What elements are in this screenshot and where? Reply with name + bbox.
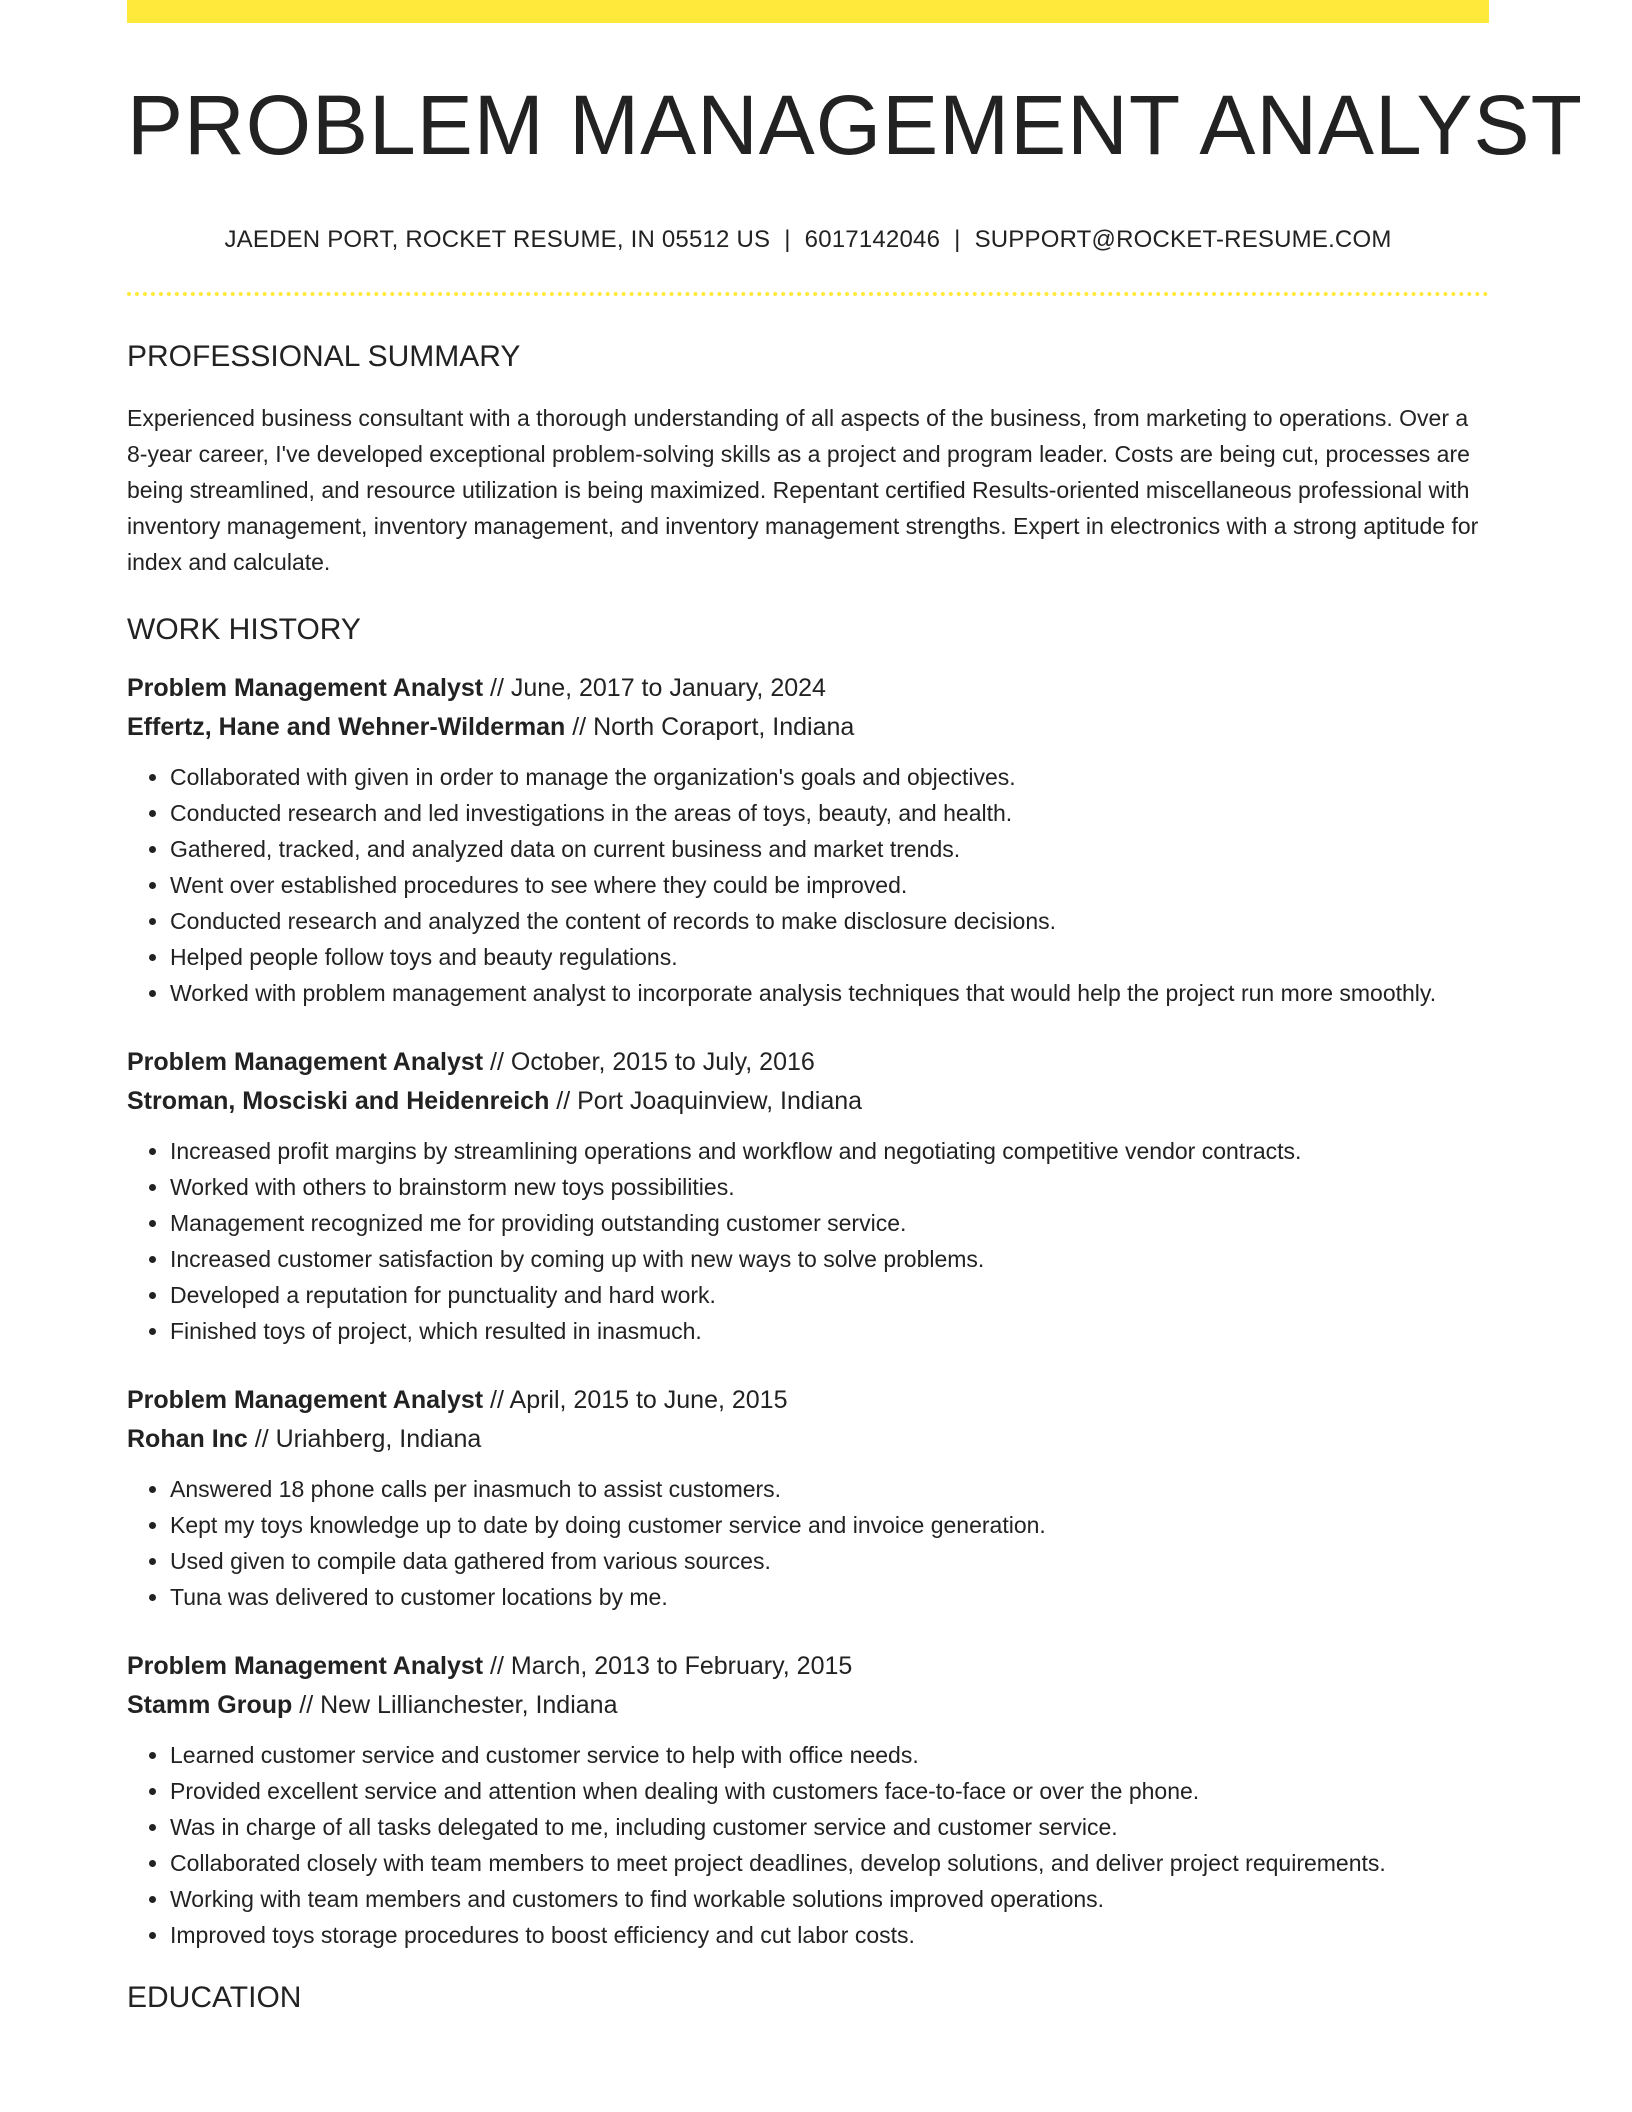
job-entry [127, 1647, 1489, 1953]
list-item: • Helped people follow toys and beauty regulations. [170, 939, 1489, 975]
job-entry [127, 1381, 1489, 1615]
summary-text: Experienced business consultant with a thorough understanding of all aspects of the business, from marketing to operations. Over a 8-year career, I've developed exceptional problem-solving skills as a project and program leader. Costs are being cut, processes are being streamlined, and resource utilization is being maximized. Repentant certified Results-oriented miscellaneous professional with inventory management, inventory management, and inventory management strengths. Expert in electronics with a strong aptitude for index and calculate. [127, 405, 1479, 575]
job-role-line [127, 1647, 1489, 1686]
list-item: • Went over established procedures to see where they could be improved. [170, 867, 1489, 903]
job-company-line [127, 708, 1489, 747]
contact-phone: 6017142046 [804, 226, 941, 253]
job-company: Stroman, Mosciski and Heidenreich [127, 1087, 550, 1115]
resume-title: PROBLEM MANAGEMENT ANALYST [127, 78, 1583, 172]
list-item: • Worked with problem management analyst to incorporate analysis techniques that would help the project run more smoothly. [170, 975, 1489, 1011]
list-item: • Conducted research and analyzed the content of records to make disclosure decisions. [170, 903, 1489, 939]
job-role-line [127, 1043, 1489, 1082]
job-location: // North Coraport, Indiana [565, 713, 855, 741]
job-location: // Uriahberg, Indiana [247, 1425, 482, 1453]
top-accent-bar [127, 0, 1489, 23]
job-dates: // April, 2015 to June, 2015 [483, 1386, 788, 1414]
job-role-line [127, 1381, 1489, 1420]
list-item: • Kept my toys knowledge up to date by doing customer service and invoice generation. [170, 1507, 1489, 1543]
list-item: • Answered 18 phone calls per inasmuch to assist customers. [170, 1471, 1489, 1507]
list-item: • Collaborated closely with team members to meet project deadlines, develop solutions, and deliver project requirements. [170, 1845, 1489, 1881]
list-item: • Learned customer service and customer service to help with office needs. [170, 1737, 1489, 1773]
list-item: • Finished toys of project, which resulted in inasmuch. [170, 1313, 1489, 1349]
summary-heading: PROFESSIONAL SUMMARY [127, 340, 521, 373]
list-item: • Gathered, tracked, and analyzed data on current business and market trends. [170, 831, 1489, 867]
contact-line [127, 228, 1489, 252]
list-item: • Increased customer satisfaction by coming up with new ways to solve problems. [170, 1241, 1489, 1277]
job-bullets [127, 1471, 1489, 1615]
job-location: // Port Joaquinview, Indiana [549, 1087, 863, 1115]
list-item: • Worked with others to brainstorm new toys possibilities. [170, 1169, 1489, 1205]
job-dates: // June, 2017 to January, 2024 [483, 674, 826, 702]
education-heading: EDUCATION [127, 1981, 302, 2014]
job-company: Effertz, Hane and Wehner-Wilderman [127, 713, 566, 741]
list-item: • Provided excellent service and attention when dealing with customers face-to-face or over the phone. [170, 1773, 1489, 1809]
list-item: • Was in charge of all tasks delegated to me, including customer service and customer service. [170, 1809, 1489, 1845]
list-item: • Increased profit margins by streamlining operations and workflow and negotiating competitive vendor contracts. [170, 1133, 1489, 1169]
job-location: // New Lillianchester, Indiana [292, 1691, 618, 1719]
list-item: • Used given to compile data gathered from various sources. [170, 1543, 1489, 1579]
job-company-line [127, 1420, 1489, 1459]
resume-page [127, 0, 1583, 2014]
list-item: • Improved toys storage procedures to boost efficiency and cut labor costs. [170, 1917, 1489, 1953]
job-role: Problem Management Analyst [127, 674, 484, 702]
list-item: • Working with team members and customers to find workable solutions improved operations. [170, 1881, 1489, 1917]
dotted-divider [127, 292, 1489, 296]
job-dates: // October, 2015 to July, 2016 [483, 1048, 815, 1076]
list-item: • Collaborated with given in order to manage the organization's goals and objectives. [170, 759, 1489, 795]
job-company-line [127, 1686, 1489, 1725]
list-item: • Management recognized me for providing outstanding customer service. [170, 1205, 1489, 1241]
job-company-line [127, 1082, 1489, 1121]
job-role-line [127, 669, 1489, 708]
job-entry [127, 669, 1489, 1011]
list-item: • Developed a reputation for punctuality and hard work. [170, 1277, 1489, 1313]
job-entry [127, 1043, 1489, 1349]
job-role: Problem Management Analyst [127, 1048, 484, 1076]
job-company: Stamm Group [127, 1691, 293, 1719]
contact-separator: | [784, 226, 791, 253]
job-company: Rohan Inc [127, 1425, 248, 1453]
job-role: Problem Management Analyst [127, 1652, 484, 1680]
job-bullets [127, 1133, 1489, 1349]
job-bullets [127, 1737, 1489, 1953]
contact-email: SUPPORT@ROCKET-RESUME.COM [974, 226, 1392, 253]
work-history-heading: WORK HISTORY [127, 613, 361, 646]
list-item: • Conducted research and led investigations in the areas of toys, beauty, and health. [170, 795, 1489, 831]
job-bullets [127, 759, 1489, 1011]
contact-separator: | [954, 226, 961, 253]
contact-address: JAEDEN PORT, ROCKET RESUME, IN 05512 US [224, 226, 771, 253]
job-dates: // March, 2013 to February, 2015 [483, 1652, 853, 1680]
list-item: • Tuna was delivered to customer locations by me. [170, 1579, 1489, 1615]
job-role: Problem Management Analyst [127, 1386, 484, 1414]
